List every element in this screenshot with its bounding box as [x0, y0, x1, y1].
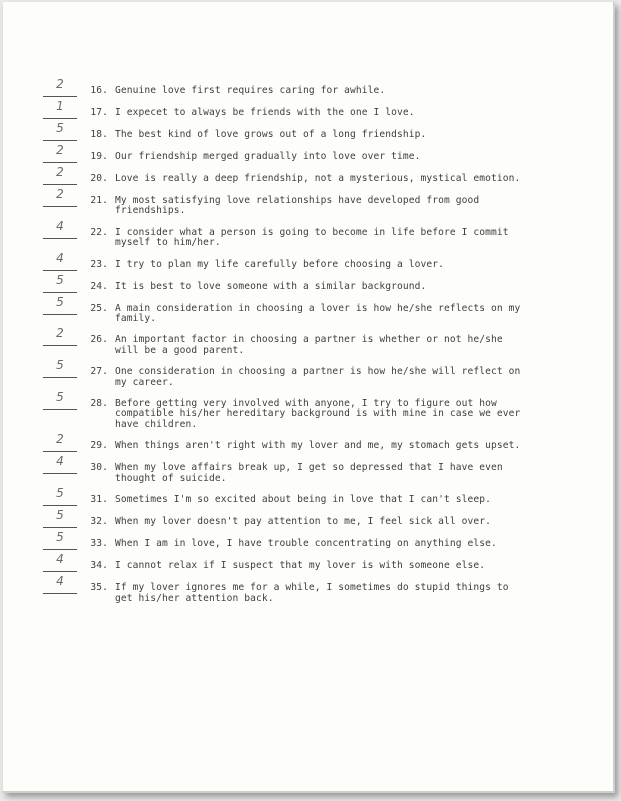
answer-line	[43, 165, 77, 185]
question-text: Sometimes I'm so excited about being in love that I can't sleep.	[115, 494, 492, 506]
question-number: 18.	[90, 129, 108, 140]
question-text: One consideration in choosing a partner is how he/she will reflect on my career.	[115, 366, 521, 388]
question-text: I cannot relax if I suspect that my lover is with someone else.	[115, 560, 486, 572]
answer-line	[43, 294, 77, 315]
answer-value: 1	[56, 99, 64, 113]
question-number: 23.	[90, 258, 108, 270]
question-item	[43, 250, 523, 271]
question-item	[43, 99, 523, 119]
answer-value: 4	[56, 574, 64, 589]
question-number: 33.	[90, 538, 108, 550]
answer-line	[43, 454, 77, 474]
answer-line	[43, 187, 77, 207]
question-text: When my lover doesn't pay attention to me, I feel sick all over.	[115, 516, 492, 528]
question-text: I try to plan my life carefully before choosing a lover.	[115, 258, 445, 270]
question-item	[43, 121, 523, 141]
question-text: Our friendship merged gradually into love over time.	[115, 151, 421, 162]
question-text: Before getting very involved with anyone, I try to figure out how compatible his/her hereditary background is with mine in case we ever have children.	[115, 398, 521, 430]
answer-line	[43, 272, 77, 293]
question-text: If my lover ignores me for a while, I sometimes do stupid things to get his/her attention back.	[115, 582, 509, 604]
question-text: Genuine love first requires caring for awhile.	[115, 85, 386, 96]
answer-line	[43, 218, 77, 239]
answer-line	[43, 574, 77, 594]
answer-value: 5	[56, 358, 64, 373]
answer-value: 2	[56, 326, 64, 341]
question-number: 28.	[90, 398, 108, 410]
question-item	[43, 486, 523, 506]
answer-value: 2	[56, 77, 64, 91]
question-text: The best kind of love grows out of a long friendship.	[115, 129, 427, 140]
question-number: 17.	[90, 107, 108, 118]
answer-value: 4	[56, 218, 64, 233]
question-number: 22.	[90, 226, 108, 238]
answer-line	[43, 390, 77, 410]
question-number: 35.	[90, 582, 108, 594]
answer-line	[43, 508, 77, 528]
questionnaire-items	[43, 77, 523, 604]
answer-value: 5	[56, 294, 64, 309]
answer-value: 4	[56, 250, 64, 265]
answer-line	[43, 530, 77, 550]
question-text: My most satisfying love relationships have developed from good friendships.	[115, 195, 480, 217]
answer-line	[43, 143, 77, 163]
answer-line	[43, 326, 77, 346]
answer-value: 2	[56, 165, 64, 179]
answer-value: 5	[56, 486, 64, 501]
questionnaire-page	[3, 2, 615, 793]
answer-value: 5	[56, 530, 64, 545]
answer-line	[43, 250, 77, 271]
question-item	[43, 218, 523, 249]
question-item	[43, 143, 523, 163]
question-item	[43, 530, 523, 550]
answer-value: 5	[56, 390, 64, 405]
answer-value: 5	[56, 121, 64, 135]
question-text: Love is really a deep friendship, not a mysterious, mystical emotion.	[115, 173, 521, 184]
question-item	[43, 454, 523, 484]
answer-value: 2	[56, 187, 64, 201]
question-number: 26.	[90, 334, 108, 346]
question-item	[43, 432, 523, 452]
question-item	[43, 272, 523, 293]
answer-line	[43, 77, 77, 97]
question-number: 30.	[90, 462, 108, 474]
answer-line	[43, 121, 77, 141]
question-number: 24.	[90, 280, 108, 292]
question-number: 25.	[90, 302, 108, 314]
question-number: 34.	[90, 560, 108, 572]
question-text: When things aren't right with my lover and me, my stomach gets upset.	[115, 440, 521, 452]
question-number: 21.	[90, 195, 108, 206]
question-item	[43, 574, 523, 604]
question-item	[43, 508, 523, 528]
question-number: 32.	[90, 516, 108, 528]
question-number: 29.	[90, 440, 108, 452]
question-text: It is best to love someone with a similar background.	[115, 280, 427, 292]
answer-value: 2	[56, 432, 64, 447]
answer-value: 2	[56, 143, 64, 157]
question-number: 16.	[90, 85, 108, 96]
question-item	[43, 358, 523, 388]
question-number: 20.	[90, 173, 108, 184]
question-item	[43, 165, 523, 185]
question-text: When my love affairs break up, I get so depressed that I have even thought of suicide.	[115, 462, 503, 484]
answer-line	[43, 432, 77, 452]
question-number: 27.	[90, 366, 108, 378]
question-text: When I am in love, I have trouble concentrating on anything else.	[115, 538, 497, 550]
question-text: A main consideration in choosing a lover is how he/she reflects on my family.	[115, 302, 521, 325]
answer-line	[43, 552, 77, 572]
question-item	[43, 552, 523, 572]
question-text: I consider what a person is going to become in life before I commit myself to him/her.	[115, 226, 509, 249]
answer-value: 5	[56, 508, 64, 523]
question-item	[43, 326, 523, 356]
question-item	[43, 294, 523, 325]
question-item	[43, 390, 523, 430]
question-text: An important factor in choosing a partner is whether or not he/she will be a good parent.	[115, 334, 503, 356]
question-number: 19.	[90, 151, 108, 162]
answer-line	[43, 486, 77, 506]
answer-value: 4	[56, 552, 64, 567]
answer-value: 5	[56, 272, 64, 287]
answer-value: 4	[56, 454, 64, 469]
question-item	[43, 77, 523, 97]
question-text: I expecet to always be friends with the one I love.	[115, 107, 415, 118]
question-number: 31.	[90, 494, 108, 506]
answer-line	[43, 99, 77, 119]
answer-line	[43, 358, 77, 378]
question-item	[43, 187, 523, 217]
